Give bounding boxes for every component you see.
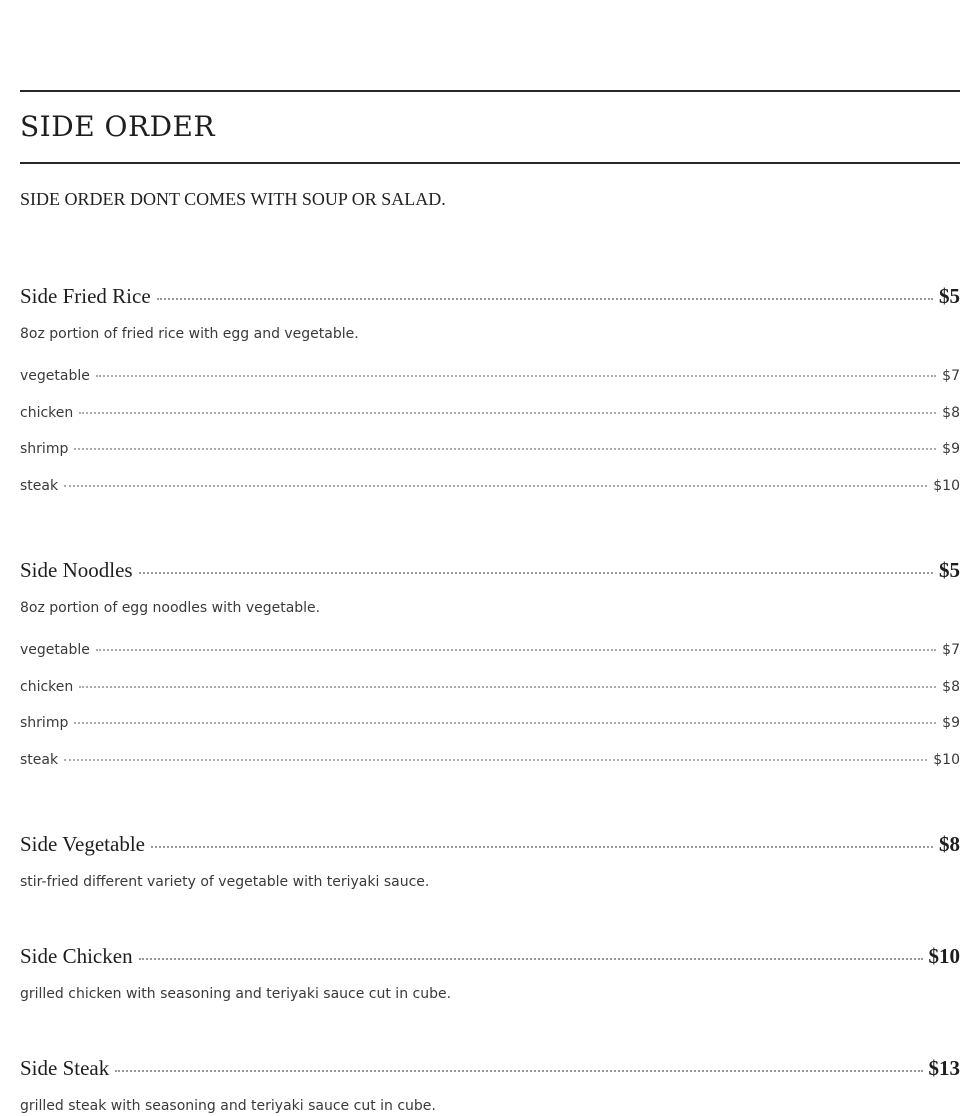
menu-item-name: Side Vegetable xyxy=(20,832,145,856)
menu-page xyxy=(20,0,960,1116)
variant-name: steak xyxy=(20,477,59,494)
menu-item-header xyxy=(20,832,960,862)
menu-item-header xyxy=(20,1056,960,1086)
menu-item-description: 8oz portion of egg noodles with vegetable. xyxy=(20,600,321,616)
variant-name: vegetable xyxy=(20,642,90,658)
menu-item-side-fried-rice xyxy=(20,284,960,514)
section-bottom-divider xyxy=(20,162,960,164)
variant-name: steak xyxy=(20,751,59,768)
variant-price: $9 xyxy=(942,715,960,731)
menu-item-header xyxy=(20,944,960,974)
variant-row-shrimp xyxy=(20,715,960,752)
menu-item-price: $13 xyxy=(928,1056,960,1080)
dotted-leader xyxy=(157,298,933,300)
menu-item-name: Side Fried Rice xyxy=(20,284,151,308)
menu-item-description: grilled chicken with seasoning and teriyaki sauce cut in cube. xyxy=(20,986,452,1002)
menu-item-side-vegetable xyxy=(20,832,960,892)
dotted-leader xyxy=(115,1070,922,1072)
menu-item-side-chicken xyxy=(20,944,960,1004)
variant-price: $10 xyxy=(933,751,960,768)
menu-item-side-noodles xyxy=(20,558,960,788)
menu-item-price: $8 xyxy=(939,832,960,856)
menu-item-name: Side Noodles xyxy=(20,558,133,582)
variant-price: $8 xyxy=(942,678,960,695)
section-note: SIDE ORDER DONT COMES WITH SOUP OR SALAD. xyxy=(20,189,446,209)
variant-row-chicken xyxy=(20,405,960,442)
variant-price: $7 xyxy=(942,368,960,384)
variant-row-steak xyxy=(20,478,960,515)
dotted-leader xyxy=(74,448,936,450)
menu-item-description: stir-fried different variety of vegetable with teriyaki sauce. xyxy=(20,874,430,890)
menu-item-description: grilled steak with seasoning and teriyaki sauce cut in cube. xyxy=(20,1098,436,1114)
menu-item-price: $5 xyxy=(939,284,960,308)
section-title: SIDE ORDER xyxy=(20,110,216,143)
menu-item-name: Side Steak xyxy=(20,1056,110,1080)
menu-item-header xyxy=(20,284,960,314)
variant-name: shrimp xyxy=(20,441,69,457)
variant-list xyxy=(20,368,960,514)
dotted-leader xyxy=(151,846,933,848)
variant-row-steak xyxy=(20,752,960,789)
variant-name: vegetable xyxy=(20,368,90,384)
variant-row-vegetable xyxy=(20,368,960,405)
menu-item-header xyxy=(20,558,960,588)
dotted-leader xyxy=(64,759,927,761)
variant-row-vegetable xyxy=(20,642,960,679)
dotted-leader xyxy=(96,375,936,377)
menu-item-side-steak xyxy=(20,1056,960,1116)
dotted-leader xyxy=(96,649,936,651)
menu-item-price: $10 xyxy=(928,944,960,968)
variant-name: chicken xyxy=(20,678,74,695)
variant-price: $7 xyxy=(942,642,960,658)
variant-list xyxy=(20,642,960,788)
menu-item-name: Side Chicken xyxy=(20,944,133,968)
dotted-leader xyxy=(74,722,936,724)
variant-row-chicken xyxy=(20,679,960,716)
variant-name: shrimp xyxy=(20,715,69,731)
variant-name: chicken xyxy=(20,404,74,421)
dotted-leader xyxy=(139,572,933,574)
dotted-leader xyxy=(79,412,936,414)
variant-price: $8 xyxy=(942,404,960,421)
variant-price: $10 xyxy=(933,477,960,494)
variant-row-shrimp xyxy=(20,441,960,478)
menu-item-description: 8oz portion of fried rice with egg and vegetable. xyxy=(20,326,359,342)
dotted-leader xyxy=(64,485,927,487)
dotted-leader xyxy=(79,686,936,688)
menu-item-price: $5 xyxy=(939,558,960,582)
dotted-leader xyxy=(139,958,923,960)
variant-price: $9 xyxy=(942,441,960,457)
